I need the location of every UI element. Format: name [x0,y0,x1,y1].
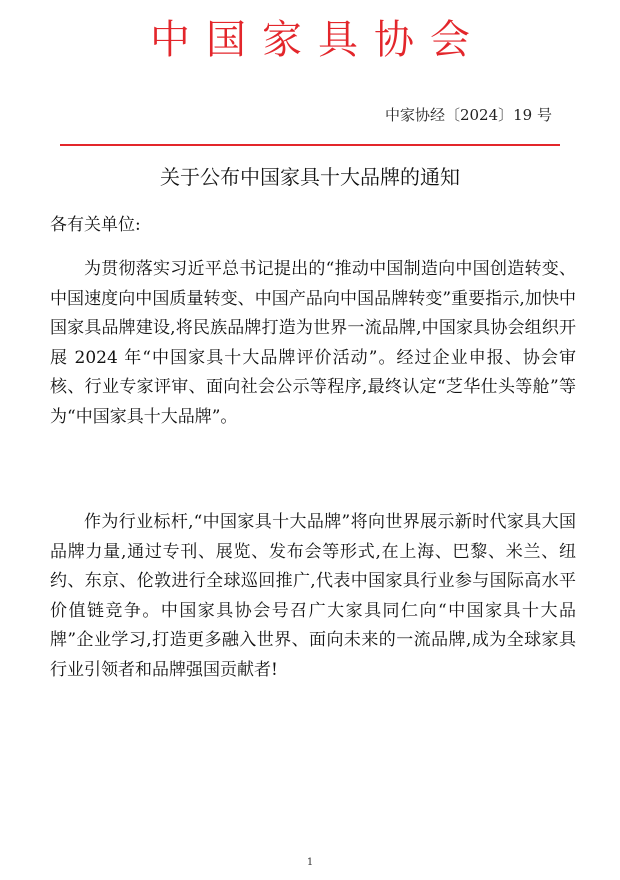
page-number: 1 [306,857,314,868]
body-paragraph-1: 为贯彻落实习近平总书记提出的“推动中国制造向中国创造转变、中国速度向中国质量转变、中国产品向中国品牌转变”重要指示,加快中国家具品牌建设,将民族品牌打造为世界一流品牌,中国家具协会组织开展 2024 年“中国家具十大品牌评价活动”。经过企业申报、协会审核、行业专家评审、面向社会公示等程序,最终认定“芝华仕头等舱”等为“中国家具十大品牌”。 [50,259,576,427]
document-number: 中家协经〔2024〕19 号 [384,106,552,124]
letterhead-divider [60,144,560,146]
notice-title: 关于公布中国家具十大品牌的通知 [160,165,460,189]
body-paragraph-2: 作为行业标杆,“中国家具十大品牌”将向世界展示新时代家具大国品牌力量,通过专刊、展览、发布会等形式,在上海、巴黎、米兰、纽约、东京、伦敦进行全球巡回推广,代表中国家具行业参与国际高水平价值链竞争。中国家具协会号召广大家具同仁向“中国家具十大品牌”企业学习,打造更多融入世界、面向未来的一流品牌,成为全球家具行业引领者和品牌强国贡献者! [50,512,576,680]
organization-letterhead: 中国家具协会 [150,17,486,63]
salutation: 各有关单位: [50,215,141,235]
